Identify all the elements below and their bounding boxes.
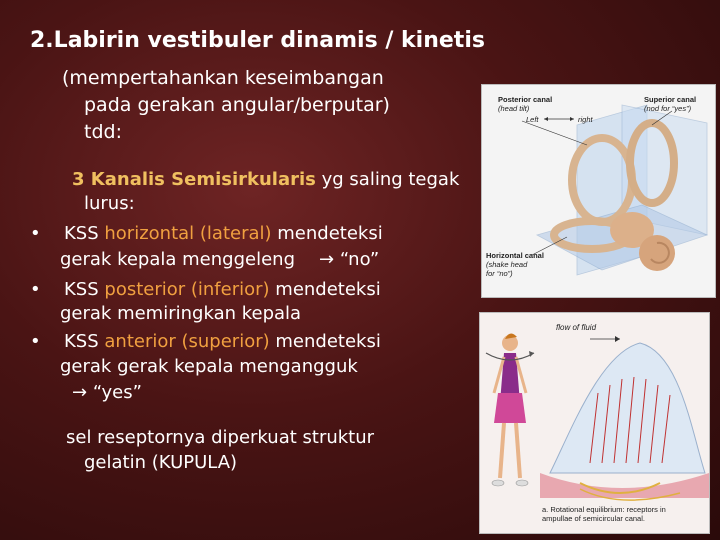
bullet-3-line1 — [64, 330, 381, 354]
caption-line-2: ampullae of semicircular canal. — [542, 514, 645, 523]
bullet-3-colored: anterior (superior) — [104, 331, 270, 352]
horizontal-sub2: for “no”) — [486, 269, 513, 278]
intro-line-2: pada gerakan angular/berputar) — [84, 94, 390, 116]
ampulla-illustration — [480, 313, 709, 533]
bullet-3-suffix: mendeteksi — [269, 331, 381, 352]
caption-line-1: a. Rotational equilibrium: receptors in — [542, 505, 666, 514]
bullet-1-arrow-text: “no” — [334, 249, 380, 270]
figure-caption — [542, 505, 666, 523]
bullet-1-line1 — [64, 222, 383, 246]
bullet-1-prefix: KSS — [64, 223, 105, 244]
bullet-1-suffix: mendeteksi — [271, 223, 383, 244]
title-text: Labirin vestibuler dinamis / kinetis — [53, 28, 485, 53]
bullet-1-colored: horizontal (lateral) — [104, 223, 272, 244]
bullet-2-prefix: KSS — [64, 279, 105, 300]
bullet-marker-2: • — [30, 279, 41, 300]
arrow-icon: → — [72, 382, 88, 403]
footer-line-2: gelatin (KUPULA) — [84, 452, 238, 473]
posterior-text: Posterior canal — [498, 95, 553, 104]
semicircular-canals-figure — [481, 84, 716, 298]
posterior-sub: (head tilt) — [498, 104, 530, 113]
horizontal-text: Horizontal canal — [486, 251, 544, 260]
canals-rest: yg saling tegak — [315, 169, 460, 190]
bullet-2-suffix: mendeteksi — [269, 279, 381, 300]
slide-title — [30, 28, 485, 53]
canals-line2: lurus: — [84, 193, 135, 214]
superior-text: Superior canal — [644, 95, 697, 104]
bullet-2-colored: posterior (inferior) — [104, 279, 270, 300]
flow-of-fluid-label: flow of fluid — [556, 323, 597, 332]
canals-bold: 3 Kanalis Semisirkularis — [72, 169, 316, 190]
arrow-icon: → — [319, 249, 335, 270]
right-label: right — [578, 115, 593, 124]
bullet-3-line2: gerak gerak kepala mengangguk — [60, 356, 358, 377]
bullet-1-line2-text: gerak kepala menggeleng — [60, 249, 295, 270]
canals-heading — [72, 168, 459, 192]
bullet-1-line2 — [60, 248, 379, 272]
posterior-canal-label — [498, 95, 552, 113]
footer-line-1: sel reseptornya diperkuat struktur — [66, 427, 375, 448]
intro-line-1: (mempertahankan keseimbangan — [62, 67, 384, 89]
bullet-marker-3: • — [30, 331, 41, 352]
intro-line-3: tdd: — [84, 121, 122, 143]
title-number: 2. — [30, 28, 54, 53]
bullet-3-line3 — [72, 381, 142, 405]
horizontal-sub1: (shake head — [486, 260, 528, 269]
superior-sub: (nod for “yes”) — [644, 104, 692, 113]
bullet-3-arrow-text: “yes” — [87, 382, 142, 403]
bullet-2-line1 — [64, 278, 381, 302]
left-label: Left — [526, 115, 539, 124]
bullet-2-line2: gerak memiringkan kepala — [60, 303, 302, 324]
horizontal-canal-label — [486, 251, 544, 278]
bullet-marker-1: • — [30, 223, 41, 244]
bullet-3-prefix: KSS — [64, 331, 105, 352]
superior-canal-label — [644, 95, 696, 113]
rotational-equilibrium-figure — [479, 312, 710, 534]
